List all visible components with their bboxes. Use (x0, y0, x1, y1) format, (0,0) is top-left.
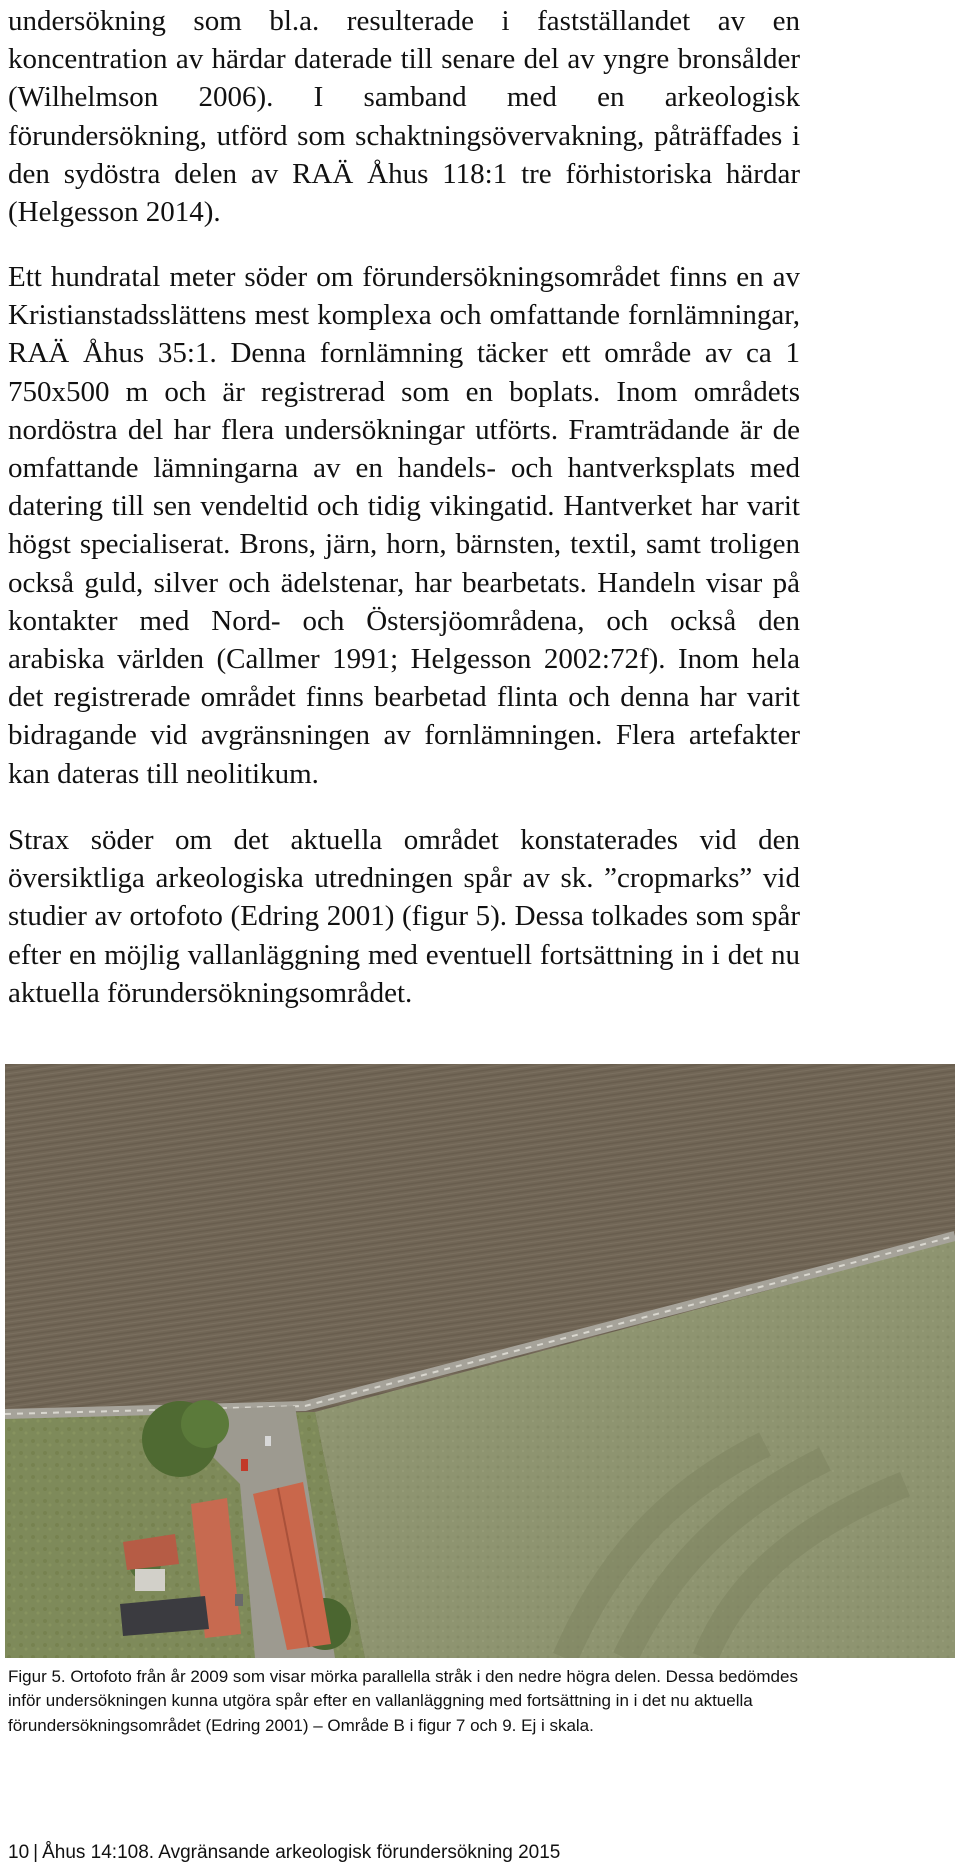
page-number: 10 (8, 1842, 30, 1863)
page-footer (8, 1842, 560, 1864)
building-small (135, 1569, 165, 1591)
paragraph-2: Ett hundratal meter söder om förundersökningsområdet finns en av Kristianstadsslättens mest komplexa och omfattande fornlämningar, RAÄ Åhus 35:1. Denna fornlämning täcker ett område av ca 1 750x500 m och är registrerad som en boplats. Inom områdets nordöstra del har flera undersökningar utförts. Framträdande är de omfattande lämningarna av en handels- och hantverksplats med datering till sen vendeltid och tidig vikingatid. Hantverket har varit högst specialiserat. Brons, järn, horn, bärnsten, textil, samt troligen också guld, silver och ädelstenar, har bearbetats. Handeln visar på kontakter med Nord- och Östersjöområdena, och också den arabiska världen (Callmer 1991; Helgesson 2002:72f). Inom hela det registrerade området finns bearbetad flinta och denna har varit bidragande vid avgränsningen av fornlämningen. Flera artefakter kan dateras till neolitikum. (8, 261, 800, 790)
paragraph-3: Strax söder om det aktuella området konstaterades vid den översiktliga arkeologiska utredningen spår av sk. ”cropmarks” vid studier av ortofoto (Edring 2001) (figur 5). Dessa tolkades som spår efter en möjlig vallanläggning med eventuell fortsättning in i det nu aktuella förundersökningsområdet. (8, 824, 800, 1009)
tree (181, 1400, 229, 1448)
report-title: Åhus 14:108. Avgränsande arkeologisk förundersökning 2015 (42, 1842, 561, 1863)
paragraph-1: undersökning som bl.a. resulterade i fastställandet av en koncentration av härdar daterade till senare del av yngre bronsålder (Wilhelmson 2006). I samband med en arkeologisk förundersökning, utförd som schaktningsövervakning, påträffades i den sydöstra delen av RAÄ Åhus 118:1 tre förhistoriska härdar (Helgesson 2014). (8, 5, 800, 229)
orthophoto-image (5, 1064, 955, 1658)
orthophoto-figure (5, 1064, 955, 1658)
footer-separator: | (33, 1842, 39, 1863)
figure-caption: Figur 5. Ortofoto från år 2009 som visar mörka parallella stråk i den nedre högra delen. Dessa bedömdes inför undersökningen kunna utgöra spår efter en vallanläggning med fortsättning in i det nu aktuella förundersökningsområdet (Edring 2001) – Område B i figur 7 och 9. Ej i skala. (8, 1667, 798, 1735)
